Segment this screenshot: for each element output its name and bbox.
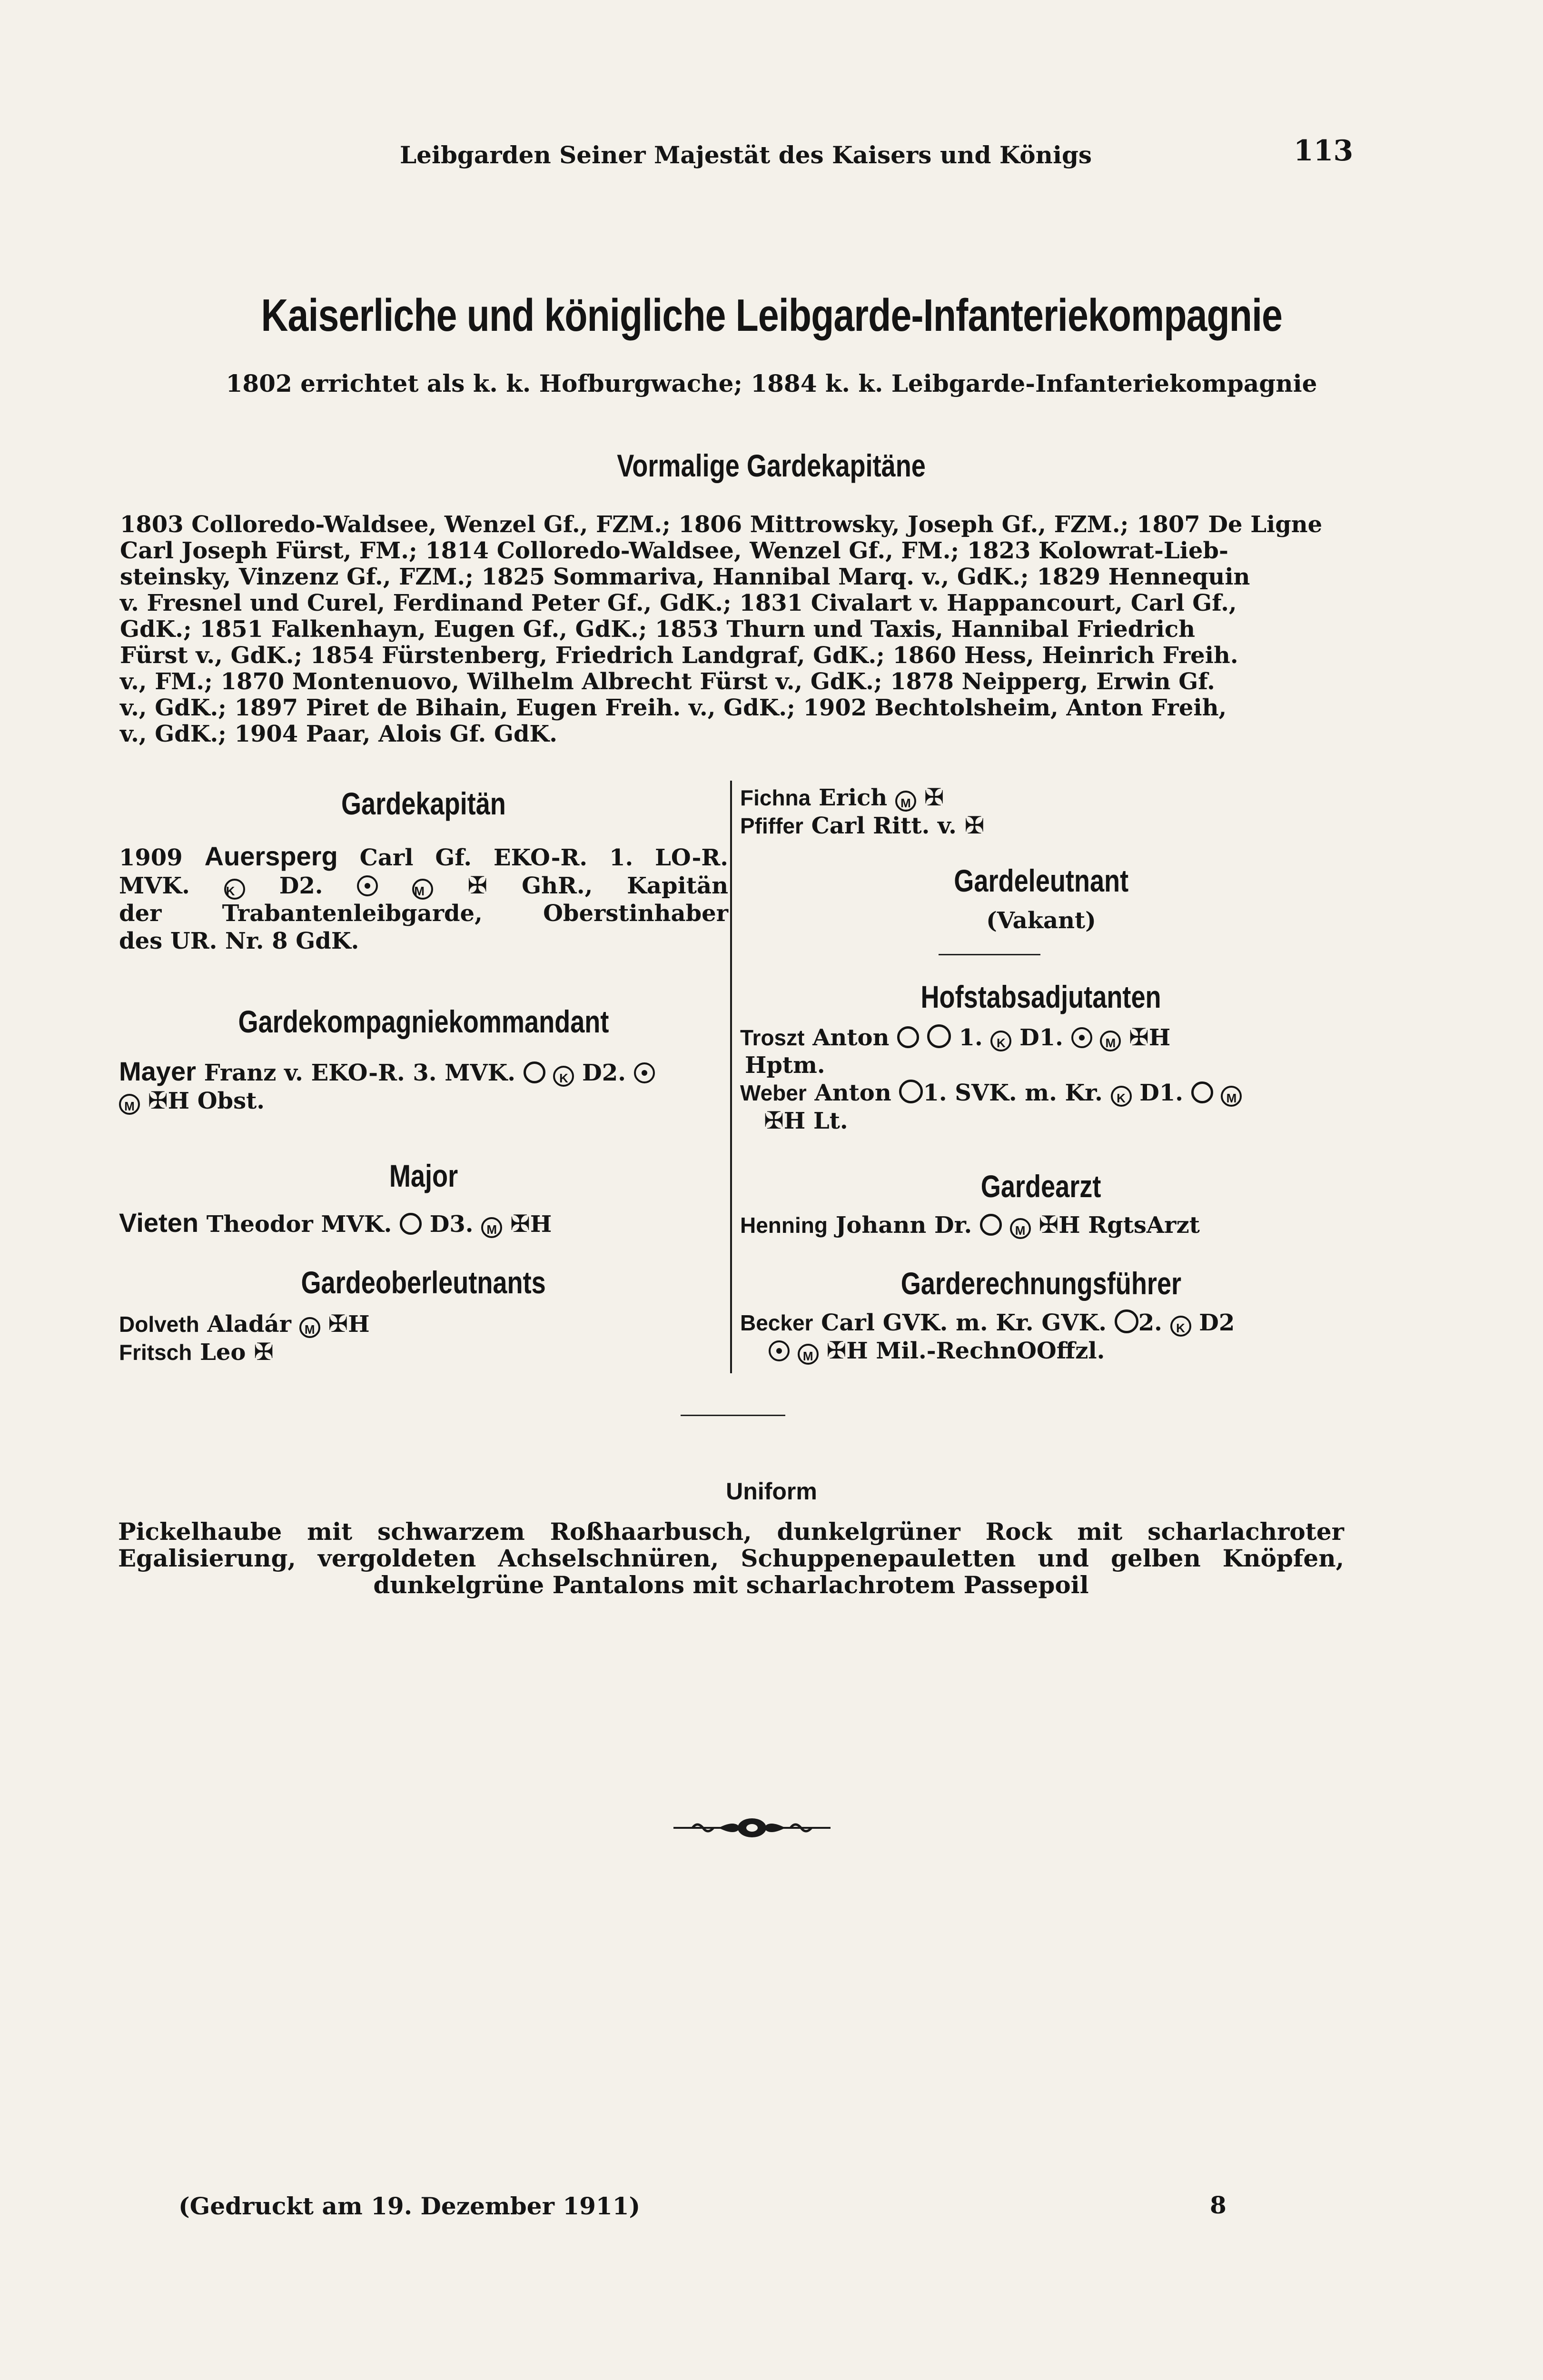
major-heading-text: Major [389, 1158, 458, 1193]
officer-details: Anton [814, 1080, 891, 1106]
list-item [119, 1338, 728, 1366]
officer-name: Pfiffer [740, 813, 803, 838]
former-line: Carl Joseph Fürst, FM.; 1814 Colloredo-Waldsee, Wenzel Gf., FM.; 1823 Kolowrat-Lieb- [120, 537, 1228, 564]
list-item [119, 1310, 728, 1338]
m-medal-icon: M [1010, 1218, 1031, 1239]
former-captains-heading-text: Vormalige Gardekapitäne [617, 448, 926, 483]
captain-line-2c: GhR., Kapitän [522, 873, 728, 899]
m-medal-icon: M [895, 791, 916, 812]
paymaster-entry [740, 1309, 1342, 1365]
subtitle: 1802 errichtet als k. k. Hofburgwache; 1884 k. k. Leibgarde-Infanteriekompagnie [226, 369, 1317, 397]
doctor-heading-text: Gardearzt [981, 1169, 1101, 1204]
captain-line-3: der Trabantenleibgarde, Oberstinhaber [119, 900, 728, 927]
captain-year: 1909 [119, 844, 183, 871]
officer-rank: H Mil.-RechnOOffzl. [846, 1338, 1105, 1364]
former-captains-list [120, 512, 1343, 747]
dot-circle-icon [357, 875, 378, 896]
cross-icon: ✠ [467, 872, 488, 899]
ring-order-icon [524, 1061, 545, 1083]
running-head: Leibgarden Seiner Majestät des Kaisers und Königs [400, 141, 1092, 169]
dot-circle-icon [1071, 1027, 1092, 1048]
sheet-number: 8 [1210, 2191, 1226, 2219]
officer-tail: H RgtsArzt [1058, 1212, 1200, 1239]
m-medal-icon: M [1100, 1031, 1121, 1051]
commander-heading-text: Gardekompagniekommandant [238, 1004, 609, 1039]
officer-details: Johann Dr. [835, 1212, 972, 1239]
cross-icon: ✠ [1129, 1023, 1149, 1051]
commander-line-2: H Obst. [168, 1088, 265, 1114]
adjutants-list [740, 1023, 1342, 1135]
major-name: Vieten [119, 1208, 199, 1238]
former-line: v. Fresnel und Curel, Ferdinand Peter Gf., GdK.; 1831 Civalart v. Happancourt, Carl Gf., [120, 590, 1237, 616]
captain-entry [119, 843, 728, 955]
officer-name: Henning [740, 1213, 828, 1238]
cross-icon: ✠ [510, 1210, 530, 1238]
page-title [0, 289, 1543, 342]
commander-line-1: Franz v. EKO-R. 3. MVK. [204, 1060, 516, 1086]
divider-rule [939, 954, 1040, 955]
uniform-heading: Uniform [726, 1478, 817, 1505]
officer-rank: Hptm. [745, 1052, 825, 1079]
cross-icon: ✠ [1039, 1211, 1059, 1239]
print-date-note: (Gedruckt am 19. Dezember 1911) [178, 2192, 641, 2220]
list-item [740, 1079, 1342, 1107]
list-item [740, 1023, 1342, 1051]
doctor-heading [740, 1168, 1342, 1204]
captain-name: Auersperg [204, 841, 338, 871]
circle-order-icon [1115, 1309, 1138, 1333]
first-lieutenants-heading [119, 1264, 728, 1300]
adjutants-heading-text: Hofstabsadjutanten [920, 979, 1162, 1014]
officer-name: Troszt [740, 1025, 805, 1050]
officer-details: Aladár [207, 1311, 291, 1338]
major-line-1c: H [530, 1211, 552, 1238]
former-line: v., GdK.; 1897 Piret de Bihain, Eugen Freih. v., GdK.; 1902 Bechtolsheim, Anton Freih, [120, 694, 1227, 721]
doctor-entry [740, 1211, 1342, 1239]
major-line-1: Theodor MVK. [206, 1211, 392, 1238]
uniform-text: Pickelhaube mit schwarzem Roßhaarbusch, dunkelgrüner Rock mit scharlachroter Egalisierung, vergoldeten Achselschnüren, Schuppenepauletten und gelben Knöpfen, dunkelgrüne Pantalons mit scharlachrotem Passepoil [118, 1517, 1344, 1599]
officer-name: Becker [740, 1310, 813, 1335]
commander-heading [119, 1003, 728, 1040]
ornament-divider-icon [673, 1814, 831, 1842]
officer-rank: H Lt. [783, 1108, 848, 1134]
m-medal-icon: M [481, 1217, 502, 1238]
major-entry [119, 1209, 728, 1238]
officer-details: Erich [818, 784, 888, 811]
cross-icon: ✠ [148, 1087, 168, 1114]
first-lieutenants-heading-text: Gardeoberleutnants [301, 1265, 546, 1300]
cross-icon: ✠ [764, 1107, 784, 1134]
k-order-icon: K [990, 1031, 1011, 1051]
cross-icon: ✠ [328, 1310, 348, 1338]
captain-line-4: des UR. Nr. 8 GdK. [119, 928, 359, 954]
k-order-icon: K [1170, 1316, 1191, 1337]
m-medal-icon: M [798, 1344, 819, 1365]
officer-detail-c: D1. [1019, 1024, 1063, 1051]
k-order-icon: K [1111, 1086, 1132, 1107]
column-divider [730, 781, 732, 1373]
commander-line-1b: D2. [582, 1060, 626, 1086]
officer-detail-c: D1. [1139, 1080, 1183, 1106]
major-heading [119, 1158, 728, 1194]
cross-icon: ✠ [964, 812, 985, 839]
captain-line-2b: D2. [279, 873, 323, 899]
lieutenant-heading [740, 863, 1342, 899]
officer-details: Anton [812, 1024, 890, 1051]
m-medal-icon: M [1221, 1086, 1242, 1107]
officer-details: Carl Ritt. v. [811, 813, 957, 839]
officer-name: Fritsch [119, 1340, 192, 1365]
circle-order-icon [1191, 1081, 1213, 1103]
k-order-icon: K [553, 1066, 574, 1087]
captain-heading [119, 785, 728, 822]
lieutenant-vacant: (Vakant) [986, 907, 1096, 934]
former-captains-heading [0, 447, 1543, 484]
officer-detail-b: 1. SVK. m. Kr. [923, 1080, 1103, 1106]
ring-order-icon [897, 1026, 919, 1048]
officer-details: Carl GVK. m. Kr. GVK. [821, 1309, 1107, 1336]
adjutants-heading [740, 979, 1342, 1015]
captain-line-1: Carl Gf. EKO-R. 1. LO-R. [359, 844, 728, 871]
officer-detail-b: 1. [959, 1024, 983, 1051]
commander-entry [119, 1058, 728, 1115]
former-line: 1803 Colloredo-Waldsee, Wenzel Gf., FZM.; 1806 Mittrowsky, Joseph Gf., FZM.; 1807 De Ligne [120, 511, 1323, 538]
m-medal-icon: M [119, 1094, 140, 1115]
k-order-icon: K [224, 879, 245, 900]
officer-detail-b: 2. [1138, 1309, 1162, 1336]
paymaster-heading-text: Garderechnungsführer [900, 1266, 1182, 1301]
captain-heading-text: Gardekapitän [341, 786, 506, 821]
former-line: v., FM.; 1870 Montenuovo, Wilhelm Albrecht Fürst v., GdK.; 1878 Neipperg, Erwin Gf. [120, 668, 1215, 695]
officer-tail: H [348, 1311, 370, 1338]
list-item [740, 812, 1342, 840]
officer-detail-c: D2 [1199, 1309, 1235, 1336]
divider-rule [681, 1415, 785, 1416]
dot-circle-icon [769, 1340, 790, 1361]
ring-order-icon [400, 1213, 422, 1235]
circle-order-icon [899, 1080, 923, 1103]
page-title-text: Kaiserliche und königliche Leibgarde-Infanteriekompagnie [261, 290, 1282, 341]
page-number: 113 [1294, 134, 1354, 168]
captain-line-2a: MVK. [119, 873, 190, 899]
cross-icon: ✠ [254, 1338, 274, 1366]
officer-detail-d: H [1148, 1024, 1171, 1051]
major-line-1b: D3. [429, 1211, 474, 1238]
list-item-continued [740, 1107, 1342, 1135]
officer-name: Fichna [740, 785, 811, 810]
lieutenants-continued [740, 783, 1342, 840]
officer-details: Leo [200, 1339, 246, 1366]
officer-name: Weber [740, 1081, 807, 1105]
lieutenant-heading-text: Gardeleutnant [954, 863, 1128, 898]
cross-icon: ✠ [924, 783, 944, 811]
former-line: steinsky, Vinzenz Gf., FZM.; 1825 Sommariva, Hannibal Marq. v., GdK.; 1829 Hennequin [120, 564, 1250, 590]
former-line: Fürst v., GdK.; 1854 Fürstenberg, Friedrich Landgraf, GdK.; 1860 Hess, Heinrich Freih. [120, 642, 1238, 669]
ring-order-icon [980, 1214, 1002, 1236]
circle-order-icon [927, 1024, 951, 1048]
m-medal-icon: M [299, 1317, 320, 1338]
paymaster-heading [740, 1265, 1342, 1301]
first-lieutenants-list [119, 1310, 728, 1366]
list-item [740, 783, 1342, 812]
former-line: v., GdK.; 1904 Paar, Alois Gf. GdK. [120, 721, 557, 747]
officer-name: Dolveth [119, 1312, 199, 1337]
former-line: GdK.; 1851 Falkenhayn, Eugen Gf., GdK.; 1853 Thurn und Taxis, Hannibal Friedrich [120, 616, 1195, 643]
dot-circle-icon [634, 1062, 655, 1083]
cross-icon: ✠ [826, 1337, 847, 1364]
commander-name: Mayer [119, 1056, 196, 1086]
m-medal-icon: M [412, 879, 433, 900]
